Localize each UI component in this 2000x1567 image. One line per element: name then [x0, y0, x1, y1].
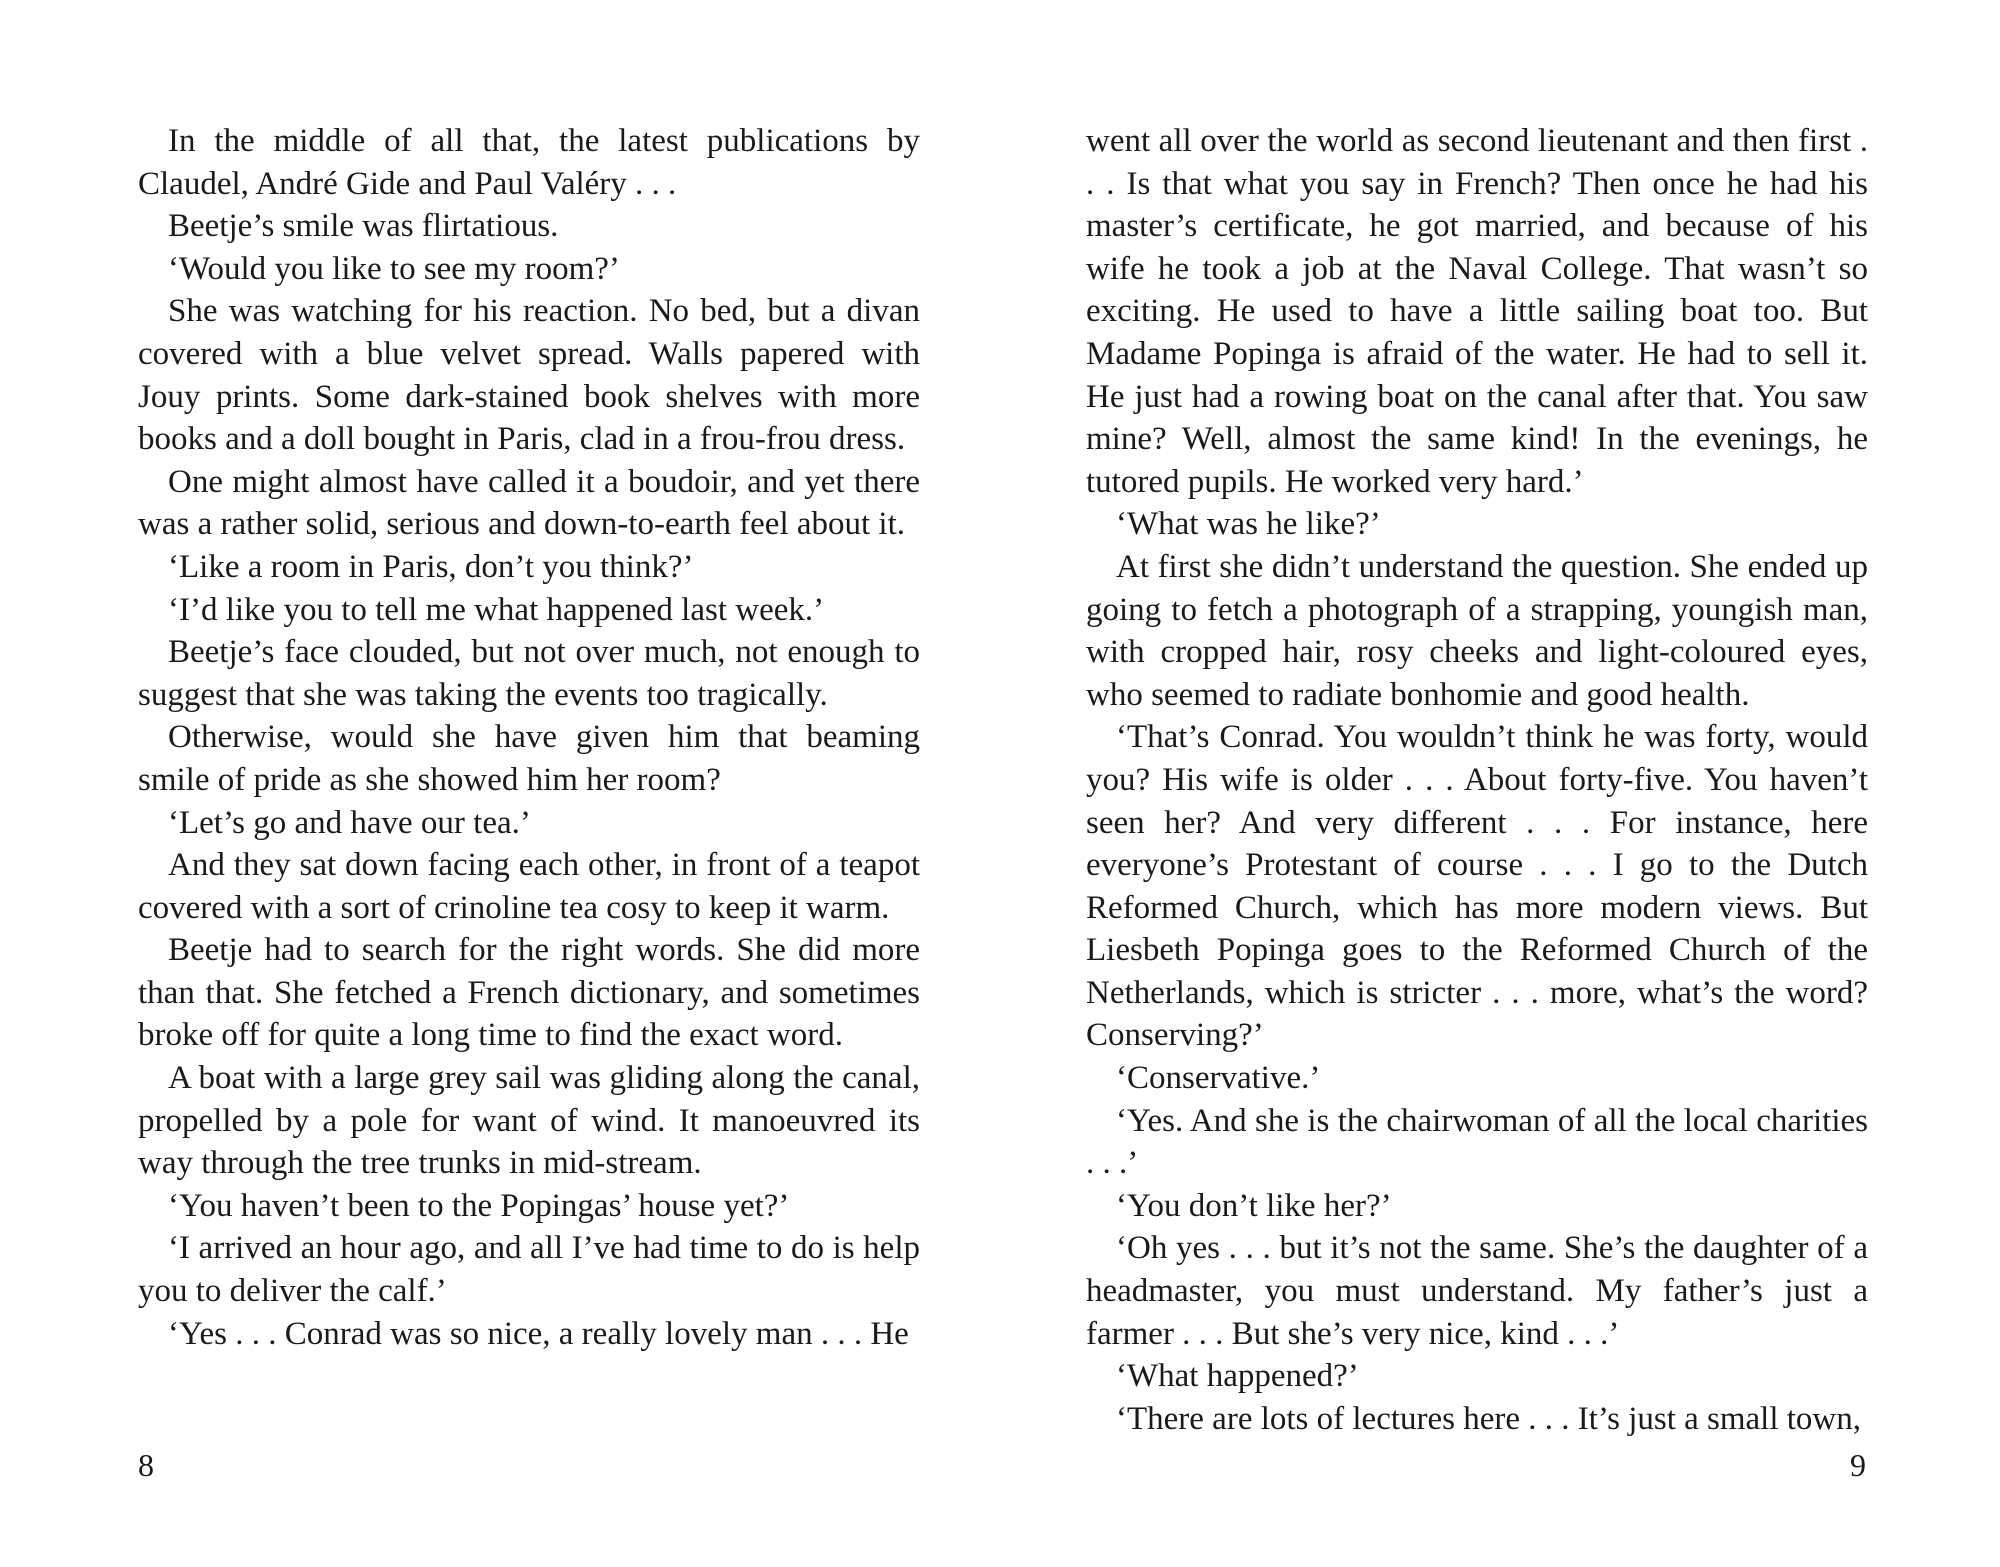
paragraph: ‘Would you like to see my room?’: [168, 250, 620, 287]
paragraph: And they sat down facing each other, in front of a teapot covered with a sort of crinoline tea cosy to keep it warm.: [138, 847, 920, 926]
paragraph: At first she didn’t understand the question. She ended up going to fetch a photograph of a strapping, youngish man, with cropped hair, rosy cheeks and light-coloured eyes, who seemed to radiate bonhomie and good health.: [1086, 548, 1868, 713]
paragraph: ‘What was he like?’: [1116, 506, 1381, 543]
paragraph: Otherwise, would she have given him that beaming smile of pride as she showed him her room?: [138, 719, 920, 798]
right-page-text: [1086, 120, 1868, 1440]
paragraph: In the middle of all that, the latest publications by Claudel, André Gide and Paul Valéry . . .: [138, 123, 920, 202]
page-number-left: 8: [138, 1447, 154, 1483]
paragraph-continued: went all over the world as second lieutenant and then first . . . Is that what you say in French? Then once he had his master’s certificate, he got married, and because of his wife he took a job at the Naval College. That wasn’t so exciting. He used to have a little sailing boat too. But Madame Popinga is afraid of the water. He had to sell it. He just had a rowing boat on the canal after that. You saw mine? Well, almost the same kind! In the evenings, he tutored pupils. He worked very hard.’: [1086, 123, 1868, 500]
paragraph: ‘Conservative.’: [1116, 1060, 1321, 1097]
paragraph: Beetje had to search for the right words. She did more than that. She fetched a French dictionary, and sometimes broke off for quite a long time to find the exact word.: [138, 932, 920, 1054]
paragraph: One might almost have called it a boudoir, and yet there was a rather solid, serious and down-to-earth feel about it.: [138, 463, 920, 543]
paragraph: ‘I’d like you to tell me what happened last week.’: [168, 591, 825, 628]
right-page: [1000, 0, 2000, 1567]
paragraph: ‘You haven’t been to the Popingas’ house yet?’: [168, 1187, 790, 1224]
left-page-text: [138, 120, 920, 1355]
page-number-right: 9: [1850, 1447, 1866, 1483]
paragraph: Beetje’s face clouded, but not over much, not enough to suggest that she was taking the events too tragically.: [138, 634, 920, 713]
paragraph: ‘Let’s go and have our tea.’: [168, 804, 531, 841]
paragraph: ‘Oh yes . . . but it’s not the same. She’s the daughter of a headmaster, you must understand. My father’s just a farmer . . . But she’s very nice, kind . . .’: [1086, 1230, 1868, 1352]
paragraph: ‘Yes . . . Conrad was so nice, a really lovely man . . . He: [168, 1315, 909, 1352]
paragraph: ‘Like a room in Paris, don’t you think?’: [168, 548, 694, 585]
paragraph: ‘Yes. And she is the chairwoman of all the local charities . . .’: [1086, 1102, 1868, 1182]
paragraph: ‘You don’t like her?’: [1116, 1187, 1392, 1224]
paragraph: ‘That’s Conrad. You wouldn’t think he was forty, would you? His wife is older . . . About forty-five. You haven’t seen her? And very different . . . For instance, here everyone’s Protestant of course . . . I go to the Dutch Reformed Church, which has more modern views. But Liesbeth Popinga goes to the Reformed Church of the Netherlands, which is stricter . . . more, what’s the word? Conserving?’: [1086, 719, 1868, 1054]
paragraph: Beetje’s smile was flirtatious.: [168, 208, 559, 245]
paragraph: ‘I arrived an hour ago, and all I’ve had time to do is help you to deliver the calf.’: [138, 1230, 920, 1310]
paragraph: ‘What happened?’: [1116, 1358, 1359, 1395]
paragraph: A boat with a large grey sail was gliding along the canal, propelled by a pole for want of wind. It manoeuvred its way through the tree trunks in mid-stream.: [138, 1060, 920, 1182]
paragraph: ‘There are lots of lectures here . . . It’s just a small town,: [1116, 1400, 1862, 1437]
paragraph: She was watching for his reaction. No bed, but a divan covered with a blue velvet spread. Walls papered with Jouy prints. Some dark-stained book shelves with more books and a doll bought in Paris, clad in a frou-frou dress.: [138, 293, 920, 458]
